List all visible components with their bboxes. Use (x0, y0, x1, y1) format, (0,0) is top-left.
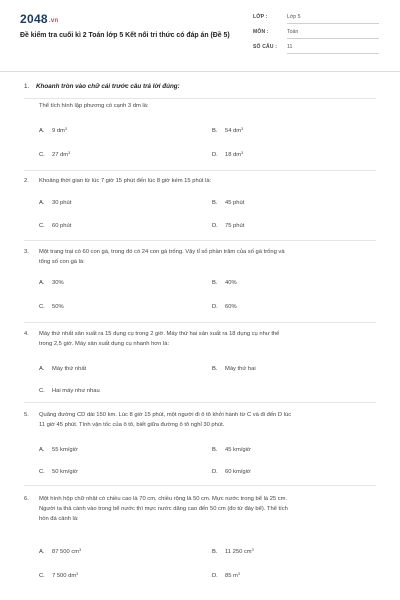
answer-option[interactable]: C. 50% (39, 304, 64, 310)
answer-option[interactable]: D. 60 km/giờ (212, 469, 251, 475)
divider (24, 98, 376, 99)
divider (24, 485, 376, 486)
meta-row-grade (253, 13, 379, 25)
meta-value: Lớp 5 (287, 13, 379, 24)
question-text: 4. Máy thứ nhất sản xuất ra 15 dụng cụ trong 2 giờ. Máy thứ hai sản xuất ra 18 dụng cụ như thế (24, 331, 280, 337)
answer-option[interactable]: A. 30 phút (39, 200, 72, 206)
question-number: 6. (24, 496, 29, 502)
question-text: Người ta thả cánh vào trong bể nước thì mực nước dâng cao đến 50 cm (đo từ đáy bể). Thể tích (39, 506, 288, 512)
answer-option[interactable]: B. 11 250 $cm^3$ (212, 548, 254, 555)
meta-label: MÔN : (253, 29, 269, 35)
question-block (24, 410, 378, 480)
site-logo[interactable] (20, 12, 58, 26)
divider (24, 402, 376, 403)
meta-label: SỐ CÂU : (253, 44, 278, 50)
document-title: Đề kiểm tra cuối kì 2 Toán lớp 5 Kết nối tri thức có đáp án (Đề 5) (20, 32, 230, 39)
question-text: 6. Một hình hộp chữ nhật có chiều cao là 70 cm, chiều rộng là 50 cm. Mực nước trong bể là 25 cm. (24, 496, 288, 502)
question-text: hòn đá cảnh là: (39, 516, 79, 522)
logo-suffix: .vn (48, 18, 59, 24)
meta-label: LỚP : (253, 14, 268, 20)
instruction-text: Khoanh tròn vào chữ cái trước câu trả lời đúng: (36, 83, 180, 90)
question-text: trong 2,5 giờ. Máy sản xuất dụng cụ nhanh hơn là: (39, 341, 170, 347)
section-instruction (24, 83, 180, 90)
answer-option[interactable]: B. Máy thứ hai (212, 366, 256, 372)
answer-option[interactable]: B. 45 phút (212, 200, 245, 206)
logo-text: 2048 (20, 12, 48, 26)
meta-row-subject (253, 28, 379, 40)
answer-option[interactable]: C. 27 $dm^3$ (39, 151, 71, 158)
question-block (24, 101, 378, 161)
section-number: 1. (24, 83, 30, 90)
answer-option[interactable]: C. Hai máy như nhau (39, 388, 100, 394)
question-block (24, 247, 378, 317)
answer-option[interactable]: D. 60% (212, 304, 237, 310)
question-text: 2. Khoảng thời gian từ lúc 7 giờ 15 phút đến lúc 8 giờ kém 15 phút là: (24, 178, 212, 184)
answer-option[interactable]: C. 50 km/giờ (39, 469, 78, 475)
question-number: 3. (24, 249, 29, 255)
answer-option[interactable]: D. 85 $m^3$ (212, 572, 241, 579)
answer-option[interactable]: D. 75 phút (212, 223, 245, 229)
question-text: 11 giờ 45 phút. Tính vận tốc của ô tô, biết giữa đường ô tô nghỉ 30 phút. (39, 422, 225, 428)
question-text: Thể tích hình lập phương có cạnh 3 dm là: (39, 103, 149, 109)
answer-option[interactable]: B. 54 $dm^3$ (212, 127, 244, 134)
answer-option[interactable]: C. 7 500 $dm^3$ (39, 572, 79, 579)
meta-row-question-count (253, 43, 379, 55)
question-text: 5. Quãng đường CD dài 150 km. Lúc 8 giờ 15 phút, một người đi ô tô khởi hành từ C và đi đến D lúc (24, 412, 292, 418)
answer-option[interactable]: C. 60 phút (39, 223, 72, 229)
question-number: 4. (24, 331, 29, 337)
question-text: tổng số con gà là: (39, 259, 85, 265)
answer-option[interactable]: A. 9 $dm^3$ (39, 127, 68, 134)
answer-option[interactable]: A. 55 km/giờ (39, 447, 78, 453)
question-number: 5. (24, 412, 29, 418)
page-header (0, 0, 400, 72)
answer-option[interactable]: A. Máy thứ nhất (39, 366, 87, 372)
question-block (24, 329, 378, 399)
divider (24, 240, 376, 241)
question-text: 3. Một trang trại có 60 con gà, trong đó có 24 con gà trống. Vậy tỉ số phần trăm của số gà trống và (24, 249, 285, 255)
answer-option[interactable]: B. 40% (212, 280, 237, 286)
meta-value: Toán (287, 28, 379, 39)
answer-option[interactable]: A. 30% (39, 280, 64, 286)
answer-option[interactable]: D. 18 $dm^3$ (212, 151, 244, 158)
divider (24, 322, 376, 323)
answer-option[interactable]: B. 45 km/giờ (212, 447, 251, 453)
question-block (24, 494, 378, 586)
question-number: 2. (24, 178, 29, 184)
divider (24, 170, 376, 171)
question-block (24, 176, 378, 236)
answer-option[interactable]: A. 87 500 $cm^3$ (39, 548, 82, 555)
meta-value: 11 (287, 43, 379, 54)
